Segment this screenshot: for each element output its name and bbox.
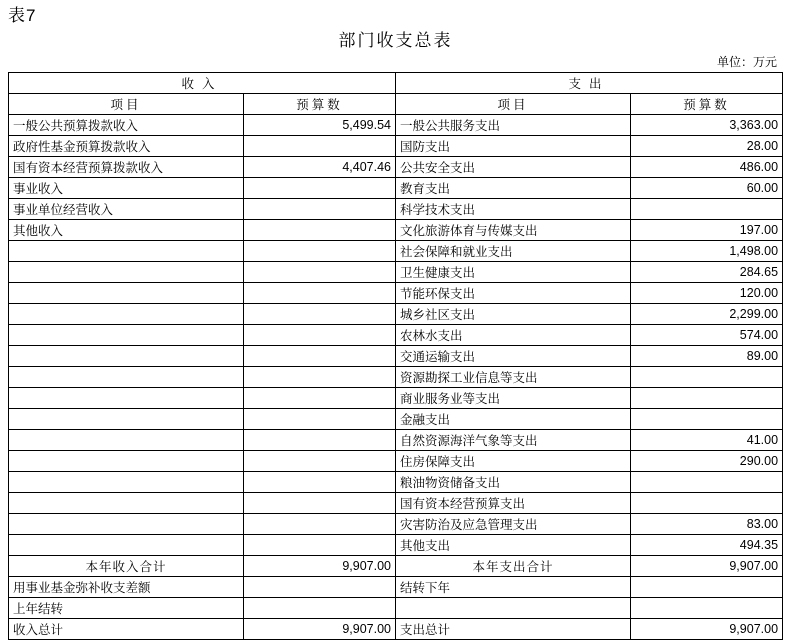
table-summary-row [9, 619, 783, 640]
income-item-cell: 用事业基金弥补收支差额 [9, 577, 244, 598]
income-item-cell: 上年结转 [9, 598, 244, 619]
expenditure-amount-cell: 494.35 [631, 535, 783, 556]
table-label: 表7 [8, 6, 37, 25]
income-item-cell [9, 493, 244, 514]
income-amount-cell [244, 514, 396, 535]
table-row [9, 409, 783, 430]
expenditure-amount-cell [631, 598, 783, 619]
income-item-cell [9, 325, 244, 346]
income-item-cell [9, 304, 244, 325]
table-body [9, 115, 783, 640]
income-amount-cell: 9,907.00 [244, 556, 396, 577]
income-amount-cell [244, 199, 396, 220]
expenditure-item-cell: 一般公共服务支出 [396, 115, 631, 136]
table-row [9, 115, 783, 136]
expenditure-amount-cell: 83.00 [631, 514, 783, 535]
income-amount-cell [244, 220, 396, 241]
income-amount-cell [244, 535, 396, 556]
income-item-cell [9, 346, 244, 367]
page-title: 部门收支总表 [338, 31, 453, 50]
expenditure-item-cell: 教育支出 [396, 178, 631, 199]
table-summary-row [9, 577, 783, 598]
expenditure-item-cell: 支出总计 [396, 619, 631, 640]
expenditure-amount-cell [631, 388, 783, 409]
income-amount-cell [244, 451, 396, 472]
income-item-cell [9, 241, 244, 262]
table-row [9, 367, 783, 388]
expenditure-amount-cell: 2,299.00 [631, 304, 783, 325]
table-row [9, 157, 783, 178]
table-row [9, 241, 783, 262]
income-amount-cell [244, 346, 396, 367]
income-amount-cell [244, 430, 396, 451]
expenditure-item-cell: 结转下年 [396, 577, 631, 598]
income-amount-cell [244, 262, 396, 283]
expenditure-amount-cell: 9,907.00 [631, 619, 783, 640]
group-header-row [9, 73, 783, 94]
expenditure-amount-cell [631, 409, 783, 430]
column-header-income-item: 项目 [9, 94, 244, 115]
income-item-cell [9, 514, 244, 535]
income-amount-cell: 5,499.54 [244, 115, 396, 136]
income-item-cell [9, 472, 244, 493]
expenditure-item-cell: 国防支出 [396, 136, 631, 157]
income-item-cell: 事业收入 [9, 178, 244, 199]
income-item-cell: 事业单位经营收入 [9, 199, 244, 220]
income-item-cell: 本年收入合计 [9, 556, 244, 577]
table-row [9, 283, 783, 304]
expenditure-item-cell: 本年支出合计 [396, 556, 631, 577]
income-item-cell: 其他收入 [9, 220, 244, 241]
table-row [9, 262, 783, 283]
income-item-cell [9, 283, 244, 304]
table-summary-row [9, 598, 783, 619]
table-row [9, 430, 783, 451]
expenditure-amount-cell: 3,363.00 [631, 115, 783, 136]
table-row [9, 493, 783, 514]
column-header-row [9, 94, 783, 115]
income-item-cell: 收入总计 [9, 619, 244, 640]
income-amount-cell [244, 367, 396, 388]
expenditure-item-cell: 住房保障支出 [396, 451, 631, 472]
table-summary-row [9, 556, 783, 577]
budget-summary-table [8, 72, 783, 640]
table-row [9, 535, 783, 556]
income-amount-cell [244, 325, 396, 346]
table-row [9, 304, 783, 325]
income-item-cell [9, 535, 244, 556]
table-row [9, 325, 783, 346]
expenditure-amount-cell: 9,907.00 [631, 556, 783, 577]
unit-note: 单位：万元 [716, 55, 777, 69]
expenditure-amount-cell: 284.65 [631, 262, 783, 283]
expenditure-amount-cell: 60.00 [631, 178, 783, 199]
expenditure-amount-cell [631, 367, 783, 388]
income-amount-cell [244, 493, 396, 514]
income-amount-cell [244, 136, 396, 157]
income-amount-cell [244, 241, 396, 262]
income-amount-cell [244, 598, 396, 619]
expenditure-amount-cell [631, 493, 783, 514]
expenditure-item-cell: 节能环保支出 [396, 283, 631, 304]
expenditure-amount-cell: 41.00 [631, 430, 783, 451]
income-item-cell [9, 409, 244, 430]
expenditure-item-cell [396, 598, 631, 619]
expenditure-amount-cell: 290.00 [631, 451, 783, 472]
table-row [9, 136, 783, 157]
expenditure-item-cell: 社会保障和就业支出 [396, 241, 631, 262]
column-header-income-amount: 预算数 [244, 94, 396, 115]
income-item-cell [9, 388, 244, 409]
income-amount-cell: 4,407.46 [244, 157, 396, 178]
expenditure-amount-cell: 1,498.00 [631, 241, 783, 262]
column-header-expenditure-amount: 预算数 [631, 94, 783, 115]
income-item-cell [9, 430, 244, 451]
table-row [9, 346, 783, 367]
income-item-cell: 一般公共预算拨款收入 [9, 115, 244, 136]
expenditure-item-cell: 商业服务业等支出 [396, 388, 631, 409]
expenditure-item-cell: 交通运输支出 [396, 346, 631, 367]
table-row [9, 472, 783, 493]
expenditure-item-cell: 卫生健康支出 [396, 262, 631, 283]
expenditure-item-cell: 文化旅游体育与传媒支出 [396, 220, 631, 241]
table-row [9, 199, 783, 220]
income-item-cell [9, 262, 244, 283]
income-amount-cell [244, 304, 396, 325]
group-header-expenditure: 支出 [396, 73, 783, 94]
expenditure-item-cell: 自然资源海洋气象等支出 [396, 430, 631, 451]
income-amount-cell [244, 409, 396, 430]
expenditure-amount-cell: 120.00 [631, 283, 783, 304]
table-row [9, 220, 783, 241]
income-amount-cell: 9,907.00 [244, 619, 396, 640]
table-row [9, 514, 783, 535]
expenditure-item-cell: 粮油物资储备支出 [396, 472, 631, 493]
expenditure-amount-cell: 574.00 [631, 325, 783, 346]
table-row [9, 451, 783, 472]
income-item-cell: 政府性基金预算拨款收入 [9, 136, 244, 157]
expenditure-item-cell: 城乡社区支出 [396, 304, 631, 325]
expenditure-item-cell: 金融支出 [396, 409, 631, 430]
column-header-expenditure-item: 项目 [396, 94, 631, 115]
income-item-cell [9, 367, 244, 388]
expenditure-item-cell: 资源勘探工业信息等支出 [396, 367, 631, 388]
expenditure-amount-cell [631, 577, 783, 598]
expenditure-item-cell: 灾害防治及应急管理支出 [396, 514, 631, 535]
expenditure-amount-cell: 486.00 [631, 157, 783, 178]
income-amount-cell [244, 577, 396, 598]
income-item-cell [9, 451, 244, 472]
group-header-income: 收入 [9, 73, 396, 94]
expenditure-item-cell: 农林水支出 [396, 325, 631, 346]
expenditure-item-cell: 公共安全支出 [396, 157, 631, 178]
expenditure-amount-cell [631, 472, 783, 493]
expenditure-item-cell: 国有资本经营预算支出 [396, 493, 631, 514]
expenditure-item-cell: 其他支出 [396, 535, 631, 556]
table-header [9, 73, 783, 115]
income-amount-cell [244, 388, 396, 409]
expenditure-amount-cell: 89.00 [631, 346, 783, 367]
income-amount-cell [244, 472, 396, 493]
expenditure-item-cell: 科学技术支出 [396, 199, 631, 220]
expenditure-amount-cell [631, 199, 783, 220]
income-amount-cell [244, 283, 396, 304]
income-item-cell: 国有资本经营预算拨款收入 [9, 157, 244, 178]
income-amount-cell [244, 178, 396, 199]
table-row [9, 178, 783, 199]
table-row [9, 388, 783, 409]
expenditure-amount-cell: 28.00 [631, 136, 783, 157]
expenditure-amount-cell: 197.00 [631, 220, 783, 241]
